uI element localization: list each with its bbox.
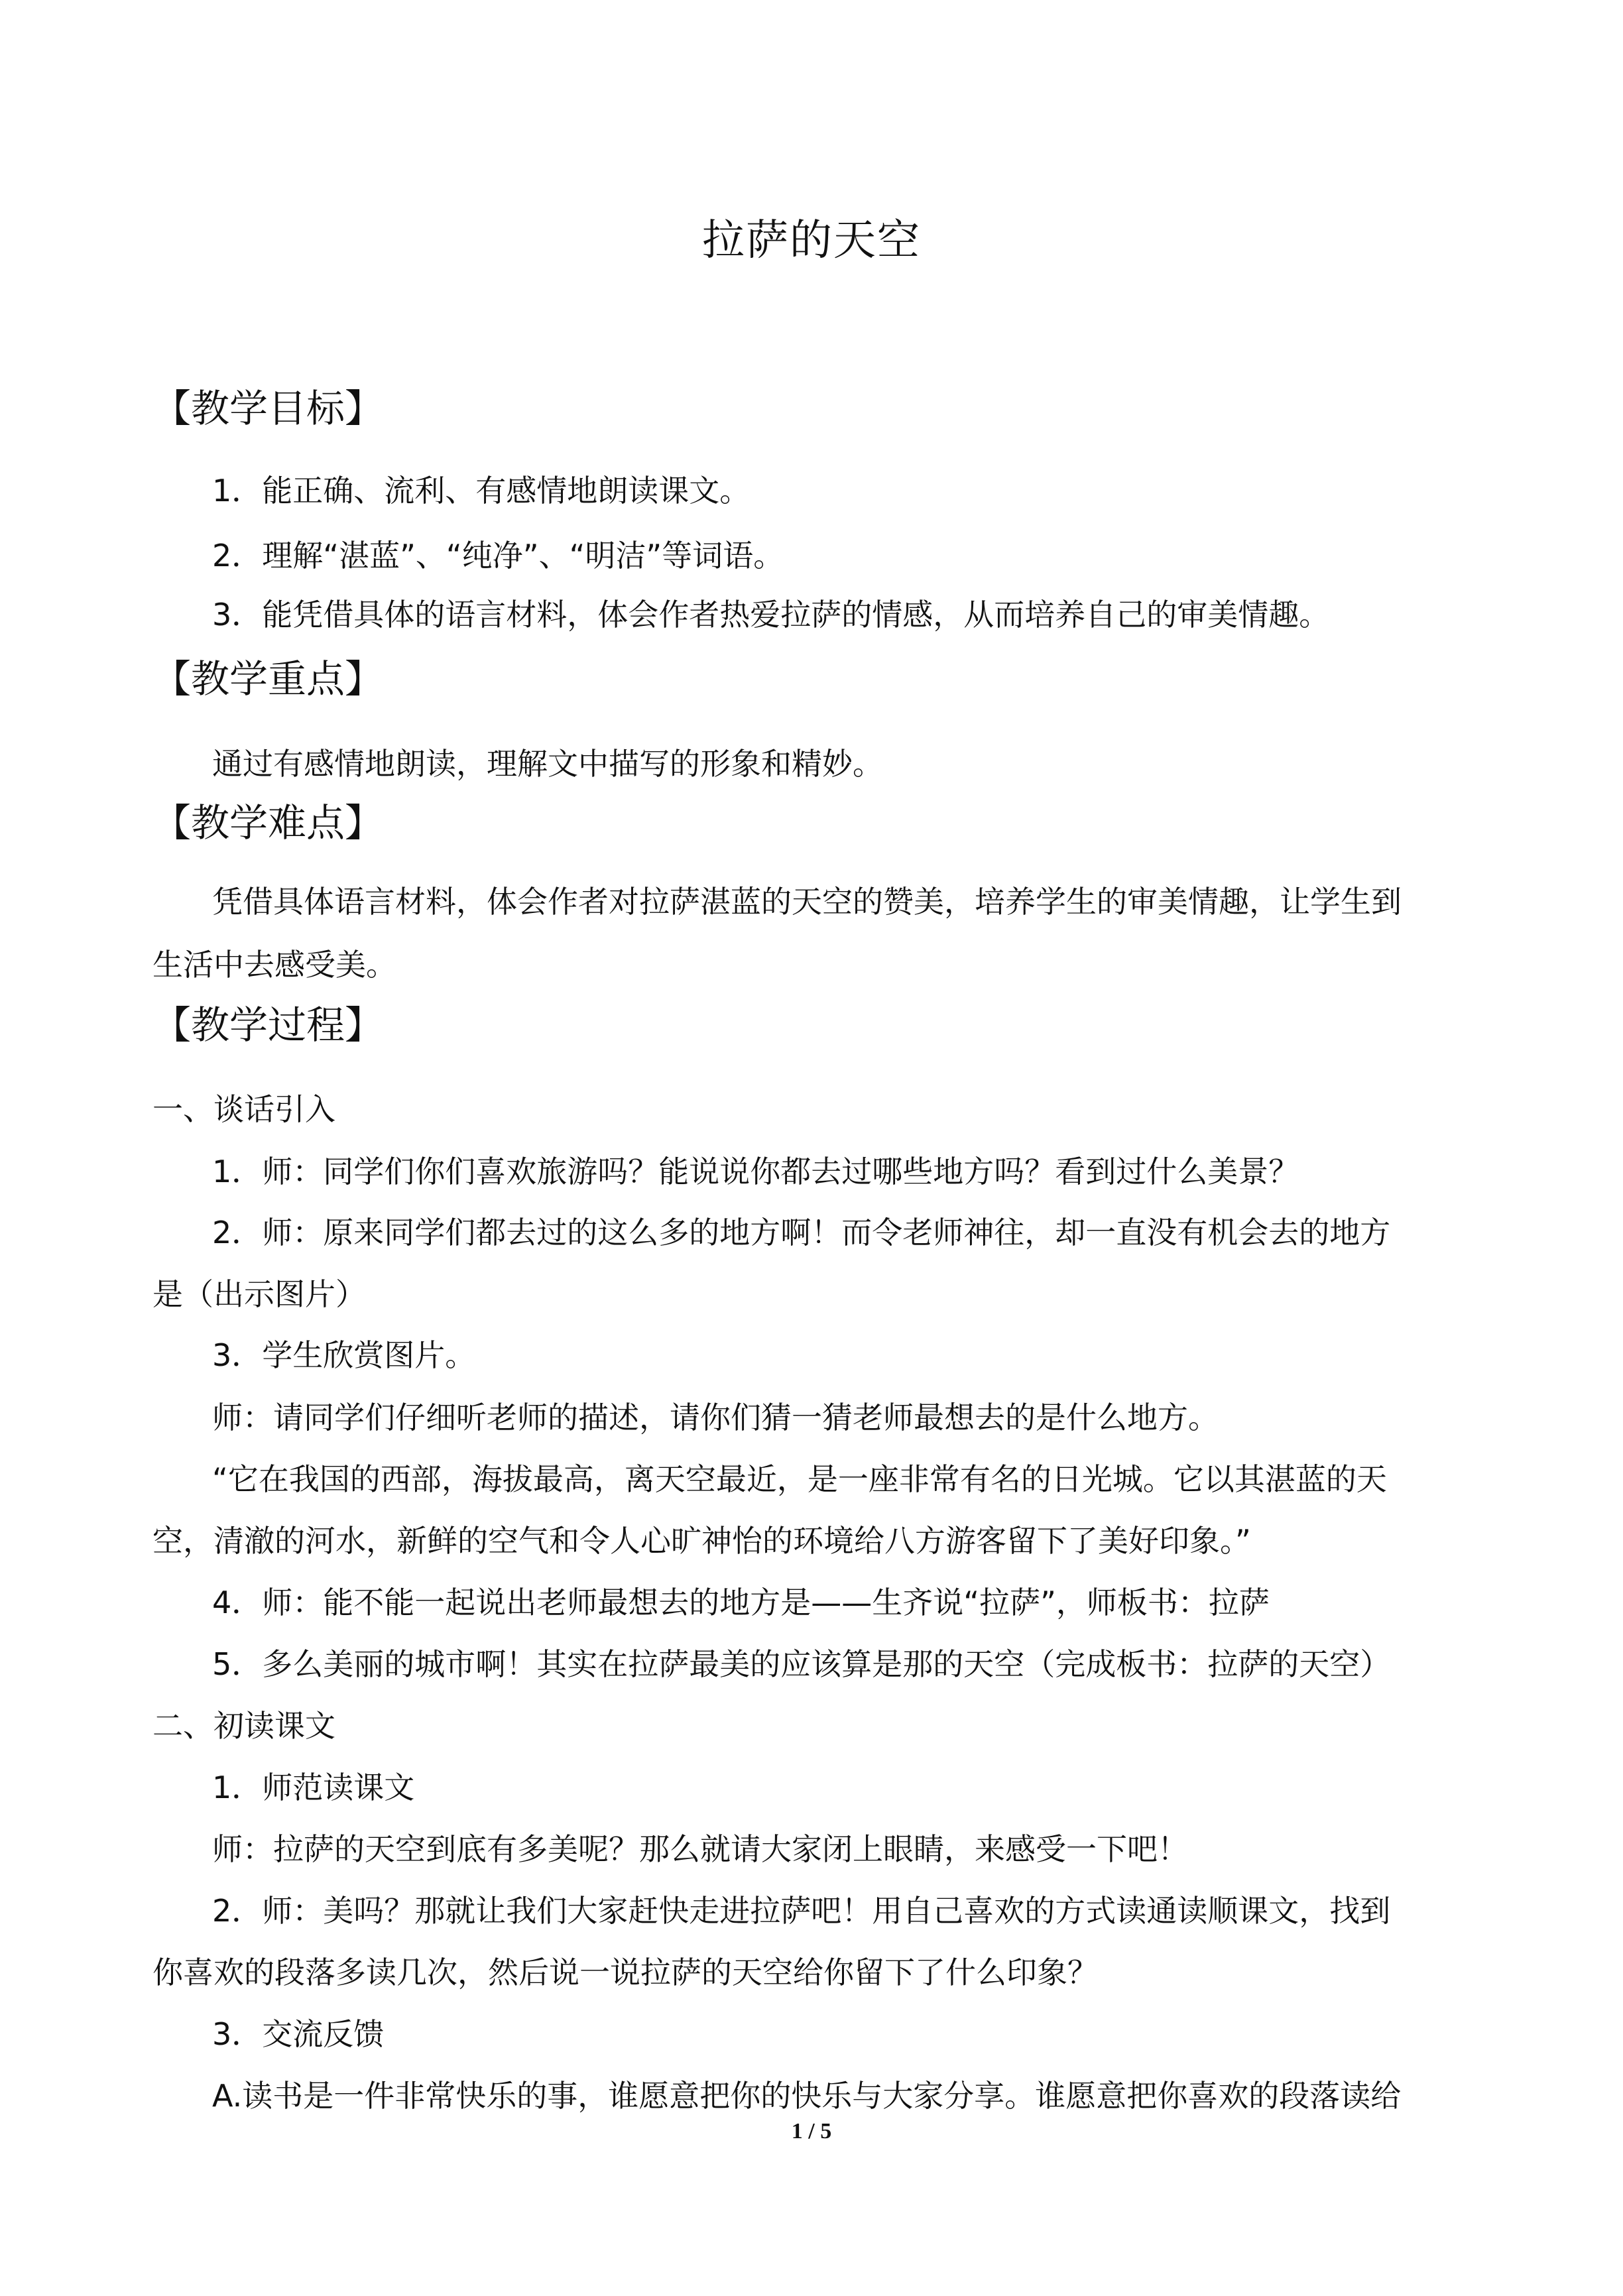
difficulties-text-line: 生活中去感受美。 <box>152 947 396 983</box>
page-number: 1 / 5 <box>791 2119 832 2144</box>
process-line: 2．师：原来同学们都去过的这么多的地方啊！而令老师神往，却一直没有机会去的地方 <box>212 1215 1391 1250</box>
process-line: 3．交流反馈 <box>212 2016 385 2052</box>
process-line: 3．学生欣赏图片。 <box>212 1337 476 1373</box>
section-heading-key-points: 【教学重点】 <box>152 656 384 701</box>
process-part1-title: 一、谈话引入 <box>152 1091 335 1127</box>
objective-item: 3．能凭借具体的语言材料，体会作者热爱拉萨的情感，从而培养自己的审美情趣。 <box>212 597 1330 633</box>
process-line: 5．多么美丽的城市啊！其实在拉萨最美的应该算是那的天空（完成板书：拉萨的天空） <box>212 1646 1391 1682</box>
process-line: 1．师范读课文 <box>212 1770 415 1805</box>
process-line: 空，清澈的河水，新鲜的空气和令人心旷神怡的环境给八方游客留下了美好印象。” <box>152 1523 1251 1559</box>
section-heading-objectives: 【教学目标】 <box>152 386 384 431</box>
difficulties-text-line: 凭借具体语言材料，体会作者对拉萨湛蓝的天空的赞美，培养学生的审美情趣，让学生到 <box>212 884 1402 920</box>
process-part2-title: 二、初读课文 <box>152 1708 335 1744</box>
process-line: 4．师：能不能一起说出老师最想去的地方是——生齐说“拉萨”，师板书：拉萨 <box>212 1585 1270 1620</box>
process-line: “它在我国的西部，海拔最高，离天空最近，是一座非常有名的日光城。它以其湛蓝的天 <box>212 1461 1387 1497</box>
process-line: 1．师：同学们你们喜欢旅游吗？能说说你都去过哪些地方吗？看到过什么美景？ <box>212 1154 1299 1189</box>
section-heading-process: 【教学过程】 <box>152 1002 384 1048</box>
process-line: 是（出示图片） <box>152 1276 366 1312</box>
process-line: 师：拉萨的天空到底有多美呢？那么就请大家闭上眼睛，来感受一下吧！ <box>212 1831 1188 1867</box>
objective-item: 2．理解“湛蓝”、“纯净”、“明洁”等词语。 <box>212 538 784 574</box>
process-line: 你喜欢的段落多读几次，然后说一说拉萨的天空给你留下了什么印象？ <box>152 1955 1098 1990</box>
page-title: 拉萨的天空 <box>702 216 921 265</box>
key-points-text: 通过有感情地朗读，理解文中描写的形象和精妙。 <box>212 746 883 782</box>
process-line: 2．师：美吗？那就让我们大家赶快走进拉萨吧！用自己喜欢的方式读通读顺课文，找到 <box>212 1893 1391 1929</box>
process-line: A.读书是一件非常快乐的事，谁愿意把你的快乐与大家分享。谁愿意把你喜欢的段落读给 <box>212 2078 1402 2114</box>
objective-item: 1．能正确、流利、有感情地朗读课文。 <box>212 473 751 509</box>
process-line: 师：请同学们仔细听老师的描述，请你们猜一猜老师最想去的是什么地方。 <box>212 1400 1219 1435</box>
section-heading-difficulties: 【教学难点】 <box>152 800 384 845</box>
